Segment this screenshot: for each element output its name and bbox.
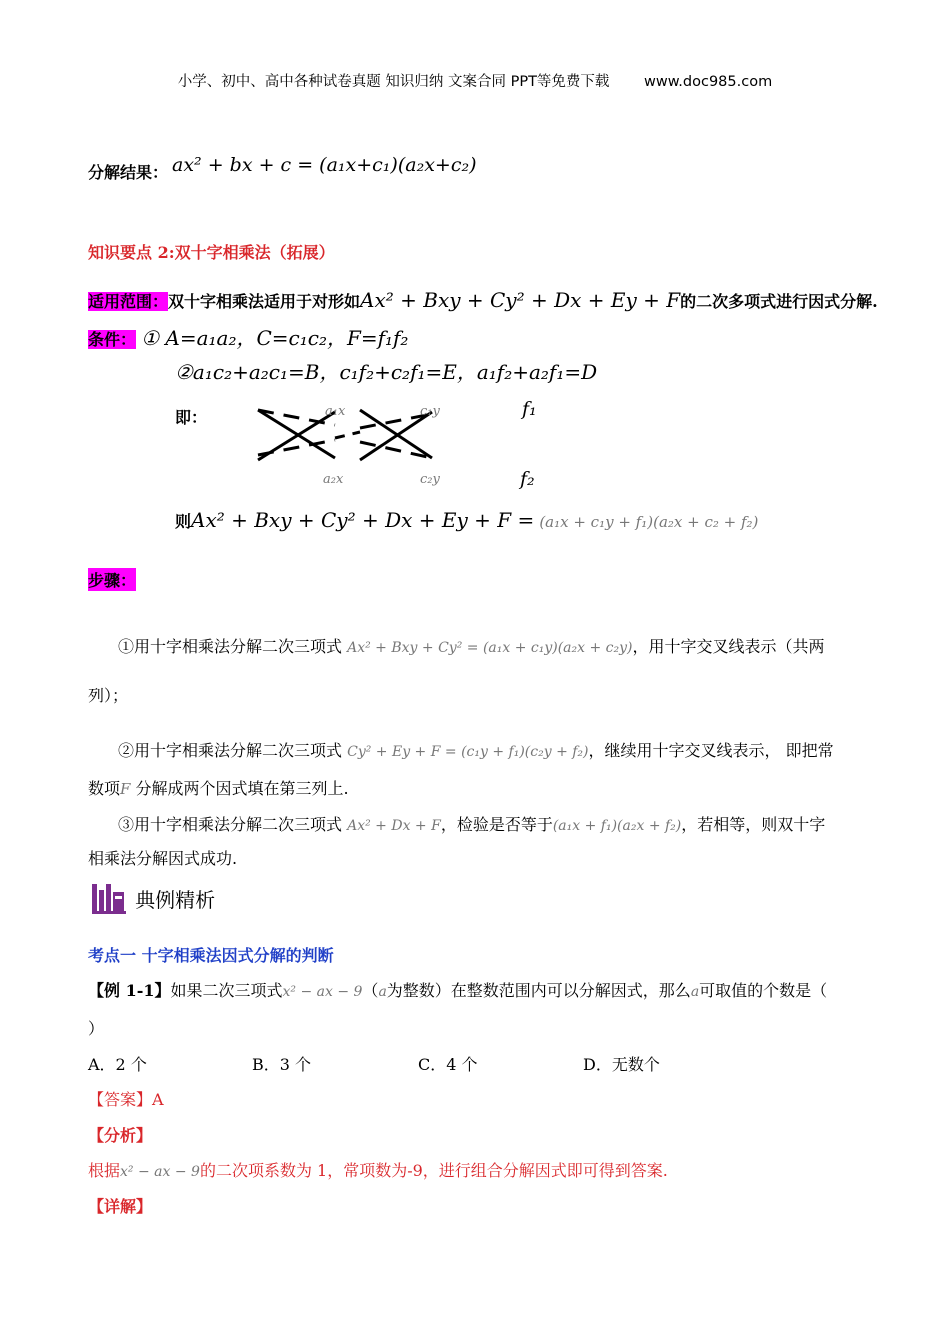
example-paren-text: 为整数）在整数范围内可以分解因式，那么 (386, 981, 691, 1000)
scope-label: 适用范围： (88, 292, 169, 311)
example-close: ） (88, 1019, 105, 1038)
steps-label: 步骤： (88, 568, 136, 591)
diagram-f2: f₂ (520, 468, 535, 490)
step3-tail: 相乘法分解因式成功. (88, 849, 238, 868)
step3-formula: Ax² + Dx + F (347, 818, 441, 834)
step2-tail-a: 数项 (88, 779, 121, 798)
step2-formula: Cy² + Ey + F = (c₁y + f₁)(c₂y + f₂) (347, 744, 589, 760)
option-c[interactable]: C．4 个 (418, 1055, 478, 1074)
step2-pre: ②用十字相乘法分解二次三项式 (118, 741, 343, 760)
cross-line (360, 412, 432, 460)
point2-title: 知识要点 2:双十字相乘法（拓展） (88, 243, 335, 262)
step1-tail: 列）； (88, 686, 129, 705)
scope-text-after: 的二次多项式进行因式分解. (680, 292, 878, 311)
analysis-formula: x² − ax − 9 (120, 1164, 200, 1180)
diagram-f1: f₁ (522, 398, 537, 420)
then-result: (a₁x + c₁y + f₁)(a₂x + c₂ + f₂) (539, 513, 759, 531)
condition-item2: ②a₁c₂+a₂c₁=B，c₁f₂+c₂f₁=E，a₁f₂+a₂f₁=D (175, 360, 598, 384)
step1-line (118, 634, 825, 657)
dashed-line (335, 432, 360, 438)
condition-line-1 (88, 322, 408, 351)
step3-post: ，若相等，则双十字 (681, 815, 826, 834)
decomp-label: 分解结果： (88, 163, 169, 182)
step3-formula2: (a₁x + f₁)(a₂x + f₂) (552, 818, 682, 834)
step2-post: ，继续用十字交叉线表示， 即把常 (588, 741, 834, 760)
kaodian-title: 考点一 十字相乘法因式分解的判断 (88, 946, 334, 965)
step1-pre: ①用十字相乘法分解二次三项式 (118, 637, 343, 656)
section-title: 典例精析 (135, 887, 216, 912)
step3-mid: ，检验是否等于 (440, 815, 553, 834)
diagram-a2x: a₂x (323, 472, 344, 487)
decomp-formula: ax² + bx + c = (a₁x+c₁)(a₂x+c₂) (172, 154, 477, 176)
scope-line (88, 288, 878, 312)
example-tag: 【例 1-1】 (88, 981, 171, 1000)
example-line (88, 978, 827, 1001)
scope-formula: Ax² + Bxy + Cy² + Dx + Ey + F (360, 288, 681, 312)
dashed-line (258, 440, 335, 455)
step1-formula: Ax² + Bxy + Cy² = (a₁x + c₁y)(a₂x + c₂y) (347, 640, 633, 656)
diagram-ji: 即： (175, 408, 208, 427)
example-a-var: a (378, 984, 387, 1000)
step2-tail (88, 776, 349, 799)
condition-item1: ① A=a₁a₂，C=c₁c₂，F=f₁f₂ (141, 326, 409, 350)
step3-pre: ③用十字相乘法分解二次三项式 (118, 815, 343, 834)
then-line (175, 508, 758, 532)
example-a-var2: a (690, 984, 700, 1000)
option-a[interactable]: A．2 个 (88, 1055, 147, 1074)
analysis-label: 【分析】 (88, 1126, 153, 1145)
header-site[interactable]: www.doc985.com (644, 74, 773, 90)
step3-line (118, 812, 825, 835)
header-text: 小学、初中、高中各种试卷真题 知识归纳 文案合同 PPT等免费下载 (177, 74, 610, 90)
books-icon (92, 882, 126, 914)
example-paren: （ (362, 981, 379, 1000)
example-post: 可取值的个数是（ (699, 981, 828, 1000)
step2-line (118, 738, 834, 761)
step2-tail-b: 分解成两个因式填在第三列上. (130, 779, 349, 798)
scope-text-before: 双十字相乘法适用于对形如 (168, 292, 361, 311)
section-header (92, 882, 215, 914)
detail-label: 【详解】 (88, 1197, 153, 1216)
answer-label: 【答案】A (88, 1090, 164, 1109)
diagram-a1x: a₁x (325, 404, 346, 419)
step2-F: F (120, 780, 131, 798)
analysis-pre: 根据 (88, 1161, 121, 1180)
example-pre: 如果二次三项式 (170, 981, 283, 1000)
then-label: 则 (175, 512, 192, 531)
analysis-line (88, 1158, 668, 1181)
condition-label: 条件： (88, 330, 137, 349)
step1-post: ，用十字交叉线表示（共两 (632, 637, 825, 656)
option-d[interactable]: D．无数个 (583, 1055, 660, 1074)
page-header (0, 70, 950, 91)
analysis-post: 的二次项系数为 1，常项数为-9，进行组合分解因式即可得到答案. (199, 1161, 668, 1180)
diagram-c1y: c₁y (420, 404, 440, 419)
example-formula: x² − ax − 9 (282, 984, 363, 1000)
then-formula: Ax² + Bxy + Cy² + Dx + Ey + F = (191, 508, 535, 532)
diagram-c2y: c₂y (420, 472, 440, 487)
option-b[interactable]: B．3 个 (252, 1055, 312, 1074)
